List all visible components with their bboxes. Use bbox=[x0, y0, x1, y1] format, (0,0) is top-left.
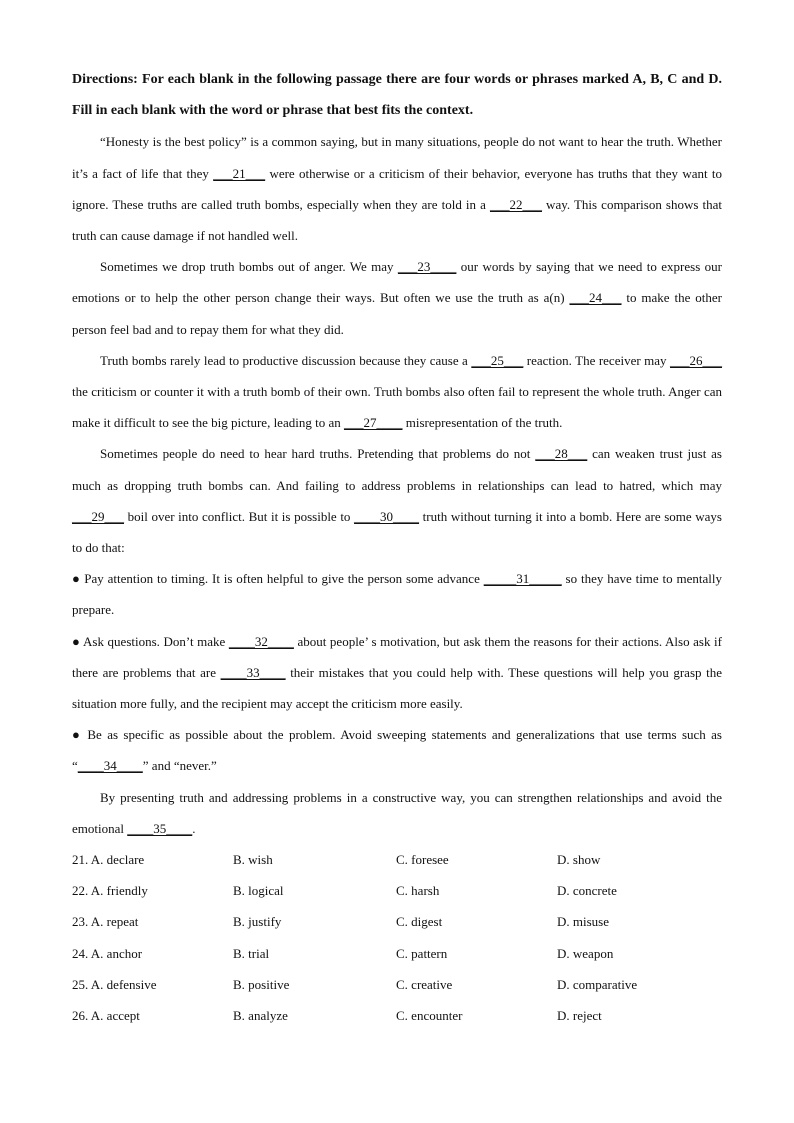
question-options-row bbox=[72, 875, 722, 906]
option-choice: D. show bbox=[557, 852, 601, 868]
option-choice: D. weapon bbox=[557, 945, 614, 961]
passage-text: misrepresentation of the truth. bbox=[402, 415, 563, 431]
question-options-row bbox=[72, 844, 722, 875]
passage-text: ” and “never.” bbox=[142, 758, 217, 774]
option-choice: D. comparative bbox=[557, 976, 638, 992]
passage bbox=[72, 126, 722, 844]
passage-text: Sometimes people do need to hear hard truths. Pretending that problems do not bbox=[100, 446, 536, 462]
option-choice: B. justify bbox=[233, 914, 282, 930]
blank: ____35____ bbox=[127, 820, 193, 836]
blank: ___27____ bbox=[343, 415, 403, 431]
exam-page bbox=[72, 64, 722, 1031]
passage-text: ● Ask questions. Don’t make bbox=[72, 633, 229, 649]
passage-text: . bbox=[192, 820, 196, 836]
passage-text: the criticism or counter it with a truth bomb of their own. Truth bombs also often fail to represent the whole truth. Anger can make it difficult to see the big picture, leading to an bbox=[72, 384, 722, 431]
option-choice: 26. A. accept bbox=[72, 1008, 140, 1024]
option-choice: B. analyze bbox=[233, 1008, 288, 1024]
directions-text: Directions: For each blank in the following passage there are four words or phrases marked A, B, C and D. Fill in each blank with the word or phrase that best fits the context. bbox=[72, 72, 722, 119]
passage-text: truth without turning it into a bomb. Here are some ways to do that: bbox=[72, 508, 722, 556]
blank: _____31_____ bbox=[483, 571, 562, 587]
passage-text: our words by saying that we need to express our emotions or to help the other person change their ways. But often we use the truth as a(n) bbox=[72, 259, 722, 306]
passage-paragraph bbox=[72, 126, 722, 251]
passage-text: ● Pay attention to timing. It is often helpful to give the person some advance bbox=[72, 571, 484, 587]
option-choice: B. positive bbox=[233, 976, 290, 992]
blank: ___28___ bbox=[535, 446, 588, 462]
passage-text: their mistakes that you could help with. These questions will help you grasp the situation more fully, and the recipient may accept the criticism more easily. bbox=[72, 664, 722, 712]
blank: ____33____ bbox=[220, 664, 286, 680]
option-choice: C. foresee bbox=[396, 852, 449, 868]
option-choice: D. misuse bbox=[557, 914, 609, 930]
option-choice: C. encounter bbox=[396, 1008, 463, 1024]
blank: ____34____ bbox=[77, 758, 143, 774]
bullet-point bbox=[72, 719, 722, 781]
option-choice: B. trial bbox=[233, 945, 270, 961]
question-options-row bbox=[72, 906, 722, 937]
blank: ___29___ bbox=[72, 508, 124, 524]
blank: ___22___ bbox=[489, 196, 542, 212]
option-choice: C. pattern bbox=[396, 945, 448, 961]
passage-paragraph bbox=[72, 251, 722, 345]
option-choice: D. reject bbox=[557, 1008, 602, 1024]
option-choice: 24. A. anchor bbox=[72, 945, 143, 961]
question-options-row bbox=[72, 969, 722, 1000]
passage-paragraph bbox=[72, 345, 722, 439]
passage-text: were otherwise or a criticism of their behavior, everyone has truths that they want to ignore. These truths are called truth bombs, especially when they are told in a bbox=[72, 165, 722, 212]
blank: ____32____ bbox=[228, 633, 294, 649]
option-choice: 22. A. friendly bbox=[72, 883, 148, 899]
option-choice: D. concrete bbox=[557, 883, 617, 899]
blank: ___24___ bbox=[569, 290, 622, 306]
blank: ___21___ bbox=[213, 165, 266, 181]
passage-text: so they have time to mentally prepare. bbox=[72, 571, 722, 618]
option-choice: B. wish bbox=[233, 852, 273, 868]
option-choice: C. harsh bbox=[396, 883, 440, 899]
blank: ____30____ bbox=[354, 508, 420, 524]
blank: ___25___ bbox=[471, 352, 524, 368]
option-choice: C. digest bbox=[396, 914, 443, 930]
question-options-row bbox=[72, 1000, 722, 1031]
option-choice: 23. A. repeat bbox=[72, 914, 139, 930]
bullet-point bbox=[72, 626, 722, 720]
passage-text: “Honesty is the best policy” is a common saying, but in many situations, people do not want to hear the truth. Whether it’s a fact of life that they bbox=[72, 134, 722, 181]
options-list bbox=[72, 844, 722, 1031]
passage-text: Sometimes we drop truth bombs out of anger. We may bbox=[100, 259, 398, 275]
blank: ___26___ bbox=[670, 352, 723, 368]
option-choice: B. logical bbox=[233, 883, 284, 899]
passage-paragraph bbox=[72, 782, 722, 844]
passage-text: ● Be as specific as possible about the problem. Avoid sweeping statements and generalizations that use terms such as “ bbox=[72, 727, 722, 774]
blank: ___23____ bbox=[397, 259, 457, 275]
option-choice: 21. A. declare bbox=[72, 852, 145, 868]
passage-text: about people’ s motivation, but ask them the reasons for their actions. Also ask if there are problems that are bbox=[72, 633, 722, 680]
bullet-point bbox=[72, 563, 722, 625]
option-choice: C. creative bbox=[396, 976, 453, 992]
passage-text: boil over into conflict. But it is possible to bbox=[124, 508, 355, 524]
passage-text: can weaken trust just as much as dropping truth bombs can. And failing to address problems in relationships can lead to hatred, which may bbox=[72, 446, 722, 493]
passage-text: way. This comparison shows that truth can cause damage if not handled well. bbox=[72, 196, 722, 244]
passage-text: to make the other person feel bad and to repay them for what they did. bbox=[72, 290, 723, 337]
passage-text: Truth bombs rarely lead to productive discussion because they cause a bbox=[100, 352, 472, 368]
passage-text: By presenting truth and addressing problems in a constructive way, you can strengthen relationships and avoid the emotional bbox=[72, 789, 722, 836]
passage-text: reaction. The receiver may bbox=[523, 352, 671, 368]
question-options-row bbox=[72, 938, 722, 969]
passage-paragraph bbox=[72, 438, 722, 563]
option-choice: 25. A. defensive bbox=[72, 976, 157, 992]
